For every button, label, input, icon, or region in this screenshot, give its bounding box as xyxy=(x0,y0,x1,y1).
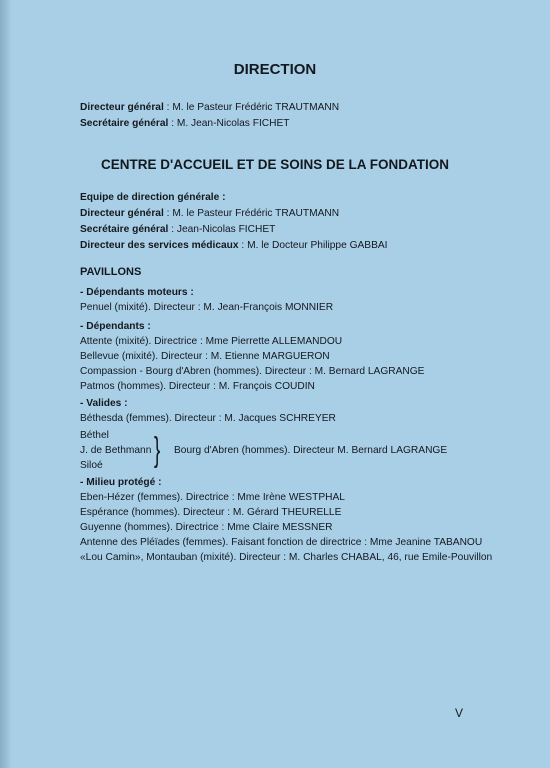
separator: : xyxy=(163,102,173,113)
list-item: Attente (mixité). Directrice : Mme Pierrette ALLEMANDOU xyxy=(80,336,343,347)
list-item: Antenne des Pléïades (femmes). Faisant fonction de directrice : Mme Jeanine TABANOU xyxy=(80,537,483,548)
list-item: Penuel (mixité). Directeur : M. Jean-François MONNIER xyxy=(80,302,334,313)
role-value: M. Jean-Nicolas FICHET xyxy=(176,118,290,129)
separator: : xyxy=(163,208,173,219)
list-item: Patmos (hommes). Directeur : M. François COUDIN xyxy=(80,381,315,392)
direction-line xyxy=(80,101,339,115)
grouped-item: Siloé xyxy=(80,460,103,471)
role-label: Directeur général xyxy=(80,102,164,113)
centre-title: CENTRE D'ACCUEIL ET DE SOINS DE LA FONDATION xyxy=(101,157,449,172)
list-item: Eben-Hézer (femmes). Directrice : Mme Irène WESTPHAL xyxy=(80,492,345,503)
valides-heading: - Valides : xyxy=(80,398,128,409)
list-item: Béthesda (femmes). Directeur : M. Jacques SCHREYER xyxy=(80,413,336,424)
dependants-moteurs-heading: - Dépendants moteurs : xyxy=(80,287,194,298)
group-description: Bourg d'Abren (hommes). Directeur M. Bernard LAGRANGE xyxy=(174,445,448,456)
centre-line xyxy=(80,223,275,237)
role-value: M. le Docteur Philippe GABBAI xyxy=(247,240,388,251)
role-label: Directeur des services médicaux xyxy=(80,240,239,251)
right-brace-icon: } xyxy=(154,431,161,469)
centre-line xyxy=(80,239,388,253)
centre-line xyxy=(80,207,339,221)
list-item: Guyenne (hommes). Directrice : Mme Claire MESSNER xyxy=(80,522,333,533)
role-label: Secrétaire général xyxy=(80,118,169,129)
role-value: M. le Pasteur Frédéric TRAUTMANN xyxy=(172,208,340,219)
direction-line xyxy=(80,117,290,131)
page-edge-shadow xyxy=(0,0,12,768)
separator: : xyxy=(168,118,177,129)
list-item: Compassion - Bourg d'Abren (hommes). Directeur : M. Bernard LAGRANGE xyxy=(80,366,425,377)
role-label: Secrétaire général xyxy=(80,224,169,235)
role-label: Directeur général xyxy=(80,208,164,219)
role-value: Jean-Nicolas FICHET xyxy=(176,224,276,235)
grouped-item: Béthel xyxy=(80,430,109,441)
list-item: «Lou Camin», Montauban (mixité). Directeur : M. Charles CHABAL, 46, rue Emile-Pouvillon xyxy=(80,552,493,563)
grouped-item: J. de Bethmann xyxy=(80,445,152,456)
direction-title: DIRECTION xyxy=(233,61,317,78)
separator: : xyxy=(238,240,248,251)
milieu-protege-heading: - Milieu protégé : xyxy=(80,477,162,488)
team-heading xyxy=(80,191,226,205)
dependants-heading: - Dépendants : xyxy=(80,321,151,332)
separator: : xyxy=(168,224,177,235)
pavillons-title: PAVILLONS xyxy=(80,266,142,278)
list-item: Bellevue (mixité). Directeur : M. Etienne MARGUERON xyxy=(80,351,330,362)
page-number: V xyxy=(455,706,464,720)
role-value: M. le Pasteur Frédéric TRAUTMANN xyxy=(172,102,340,113)
team-heading-text: Equipe de direction générale : xyxy=(80,192,226,203)
list-item: Espérance (hommes). Directeur : M. Gérard THEURELLE xyxy=(80,507,342,518)
